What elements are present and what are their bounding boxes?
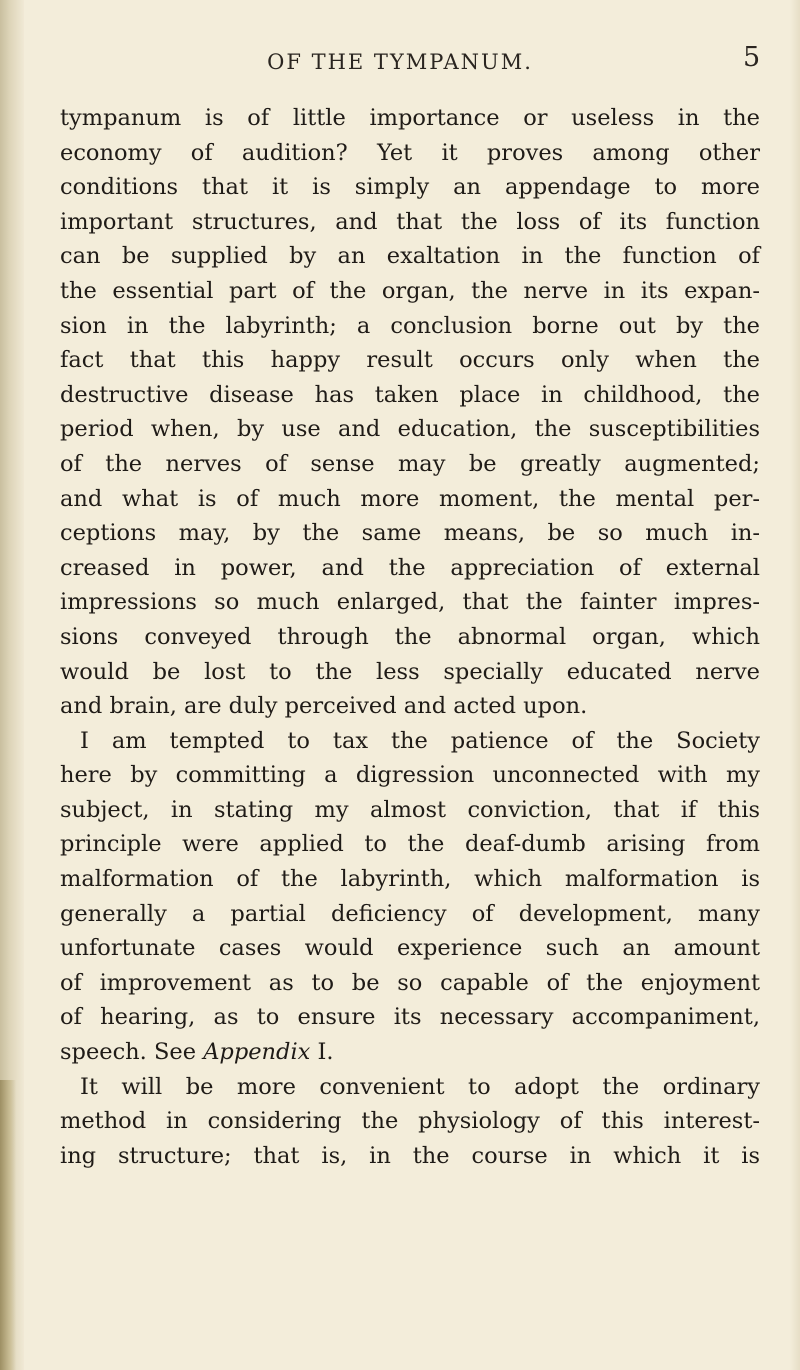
page-number: 5 bbox=[743, 42, 761, 73]
text-line: impressions so much enlarged, that the fainter impres- bbox=[60, 589, 760, 616]
text-line: tympanum is of little importance or useless in the bbox=[60, 105, 760, 131]
text-line: malformation of the labyrinth, which malformation is bbox=[60, 866, 760, 893]
text-line: would be lost to the less specially educated nerve bbox=[60, 658, 760, 685]
text-line: subject, in stating my almost conviction, that if this bbox=[60, 796, 760, 823]
text-line: of improvement as to be so capable of the enjoyment bbox=[60, 969, 760, 996]
text-line: fact that this happy result occurs only when the bbox=[60, 347, 760, 374]
text-line: the essential part of the organ, the nerve in its expan- bbox=[60, 277, 760, 304]
appendix-reference: Appendix bbox=[203, 1039, 311, 1066]
paragraph-2 bbox=[60, 724, 760, 1070]
binding-gutter-stain bbox=[0, 1080, 16, 1370]
page-header bbox=[0, 42, 800, 92]
text-line: ing structure; that is, in the course in which it is bbox=[60, 1142, 760, 1169]
text-line: and what is of much more moment, the mental per- bbox=[60, 485, 760, 512]
page-edge-shade bbox=[790, 0, 800, 1370]
text-line: destructive disease has taken place in childhood, the bbox=[60, 381, 760, 408]
paragraph-1 bbox=[60, 101, 760, 724]
text-line: I am tempted to tax the patience of the Society bbox=[80, 727, 760, 754]
text-line: here by committing a digression unconnected with my bbox=[60, 762, 760, 789]
text-line: principle were applied to the deaf-dumb arising from bbox=[60, 831, 760, 858]
text-line: of hearing, as to ensure its necessary accompaniment, bbox=[60, 1004, 760, 1031]
text-line: important structures, and that the loss of its function bbox=[60, 208, 760, 235]
text-line: sion in the labyrinth; a conclusion borne out by the bbox=[60, 312, 760, 339]
text-line: generally a partial deficiency of development, many bbox=[60, 900, 760, 927]
text-fragment: speech. See bbox=[60, 1039, 204, 1066]
body-text bbox=[60, 101, 760, 1173]
text-line: of the nerves of sense may be greatly augmented; bbox=[60, 450, 760, 477]
text-line: can be supplied by an exaltation in the function of bbox=[60, 243, 760, 270]
text-line: conditions that it is simply an appendage to more bbox=[60, 174, 760, 201]
text-line: unfortunate cases would experience such an amount bbox=[60, 935, 760, 962]
running-head: OF THE TYMPANUM. bbox=[267, 50, 533, 74]
text-line: ceptions may, by the same means, be so much in- bbox=[60, 520, 760, 547]
text-line: and brain, are duly perceived and acted upon. bbox=[60, 693, 588, 720]
text-fragment: I. bbox=[310, 1039, 334, 1066]
text-line: sions conveyed through the abnormal organ, which bbox=[60, 623, 760, 650]
text-line: economy of audition? Yet it proves among other bbox=[60, 139, 760, 166]
paragraph-3 bbox=[60, 1070, 760, 1174]
text-line: creased in power, and the appreciation of external bbox=[60, 554, 760, 581]
text-line bbox=[60, 1035, 760, 1070]
text-line: period when, by use and education, the susceptibilities bbox=[60, 416, 760, 443]
text-line: It will be more convenient to adopt the ordinary bbox=[80, 1073, 760, 1100]
text-line: method in considering the physiology of this interest- bbox=[60, 1108, 760, 1135]
